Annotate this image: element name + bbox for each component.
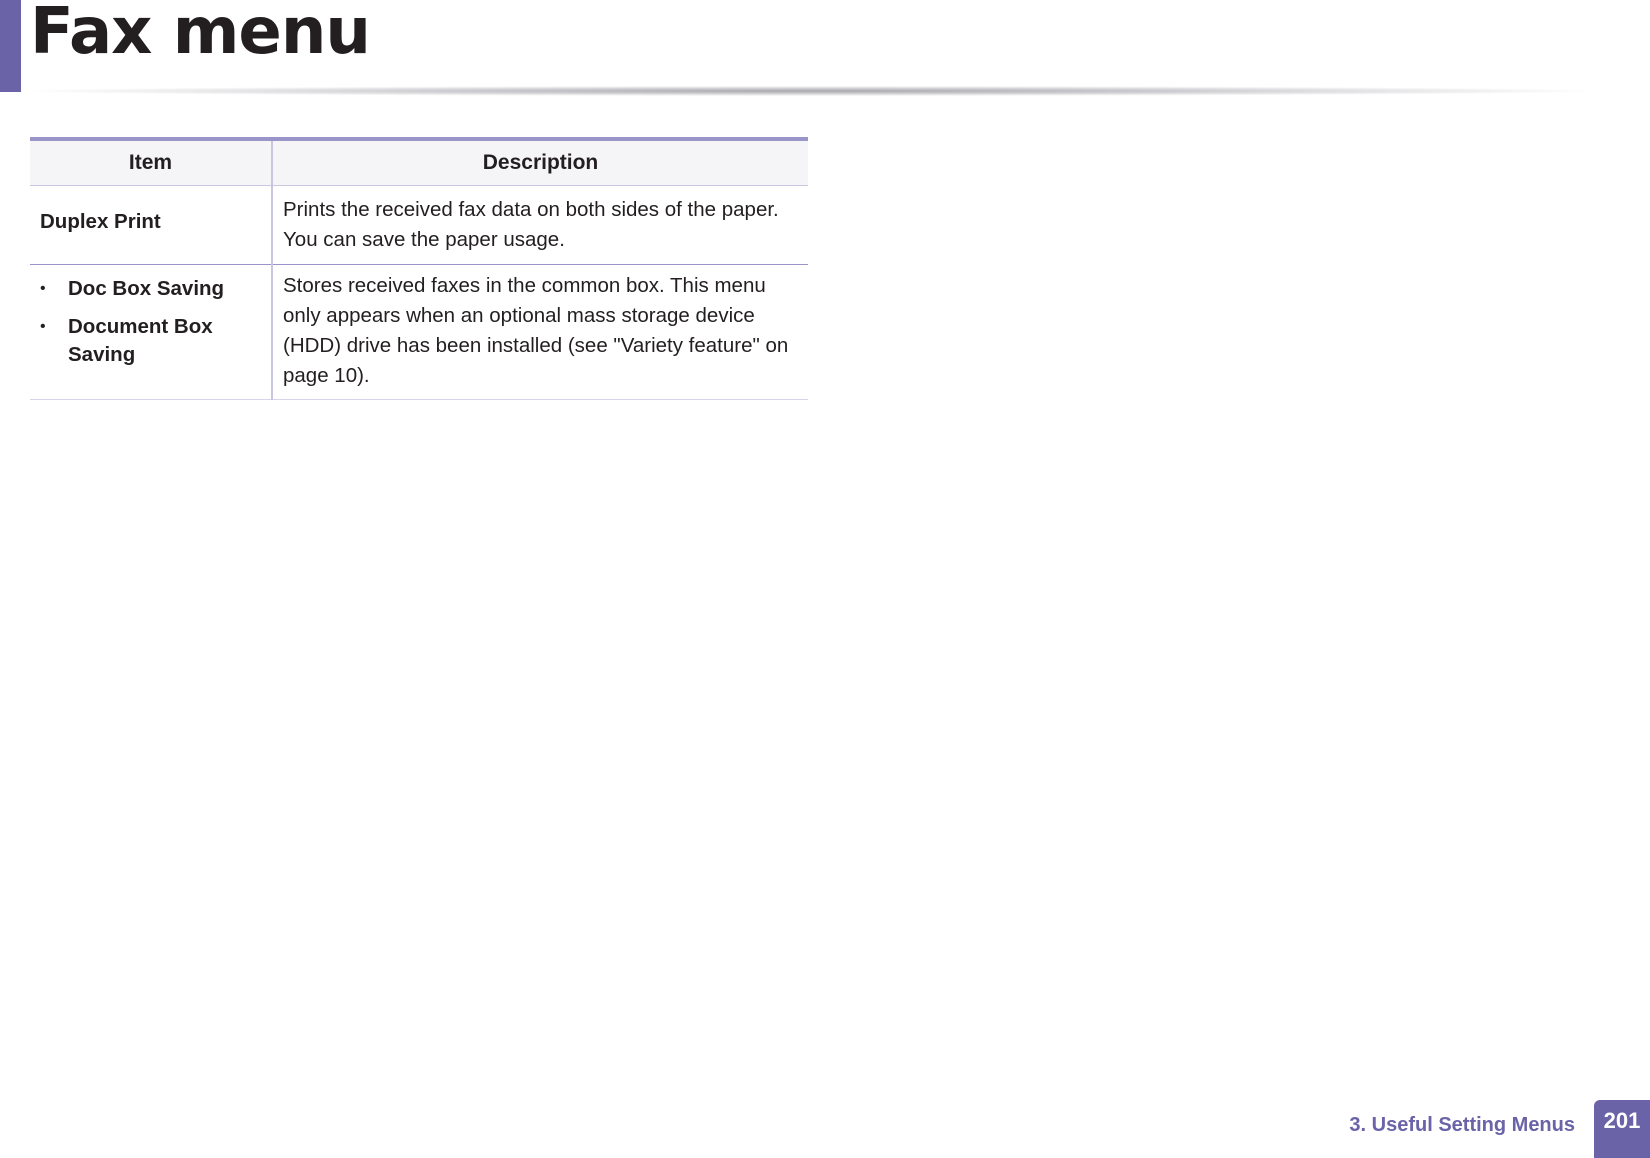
table-row-doc-box-saving	[30, 265, 808, 400]
item-cell-doc-box-saving	[30, 265, 272, 400]
footer-section-label: 3. Useful Setting Menus	[1349, 1114, 1575, 1136]
page-number: 201	[1603, 1108, 1641, 1133]
title-accent-bar	[0, 0, 21, 92]
description-cell-doc-box-saving: Stores received faxes in the common box. This menu only appears when an optional mass storage device (HDD) drive has been installed (see "Variety feature" on page 10).	[272, 265, 808, 400]
table-row-duplex-print	[30, 186, 808, 265]
title-divider	[30, 86, 1590, 96]
page-number-badge	[1594, 1100, 1650, 1158]
column-header-item: Item	[30, 139, 272, 186]
column-header-description: Description	[272, 139, 808, 186]
item-cell-duplex-print: Duplex Print	[30, 186, 272, 265]
item-bullet-list	[40, 275, 261, 369]
fax-menu-table	[30, 137, 808, 400]
item-label-document-box-saving: Document Box Saving	[68, 315, 213, 366]
page-title: Fax menu	[30, 0, 370, 69]
list-item	[40, 275, 261, 303]
item-label-doc-box-saving: Doc Box Saving	[68, 277, 225, 300]
list-item	[40, 313, 261, 369]
description-cell-duplex-print: Prints the received fax data on both sides of the paper. You can save the paper usage.	[272, 186, 808, 265]
bullet-icon: •	[40, 318, 46, 335]
bullet-icon: •	[40, 280, 46, 297]
table-header-row	[30, 139, 808, 186]
